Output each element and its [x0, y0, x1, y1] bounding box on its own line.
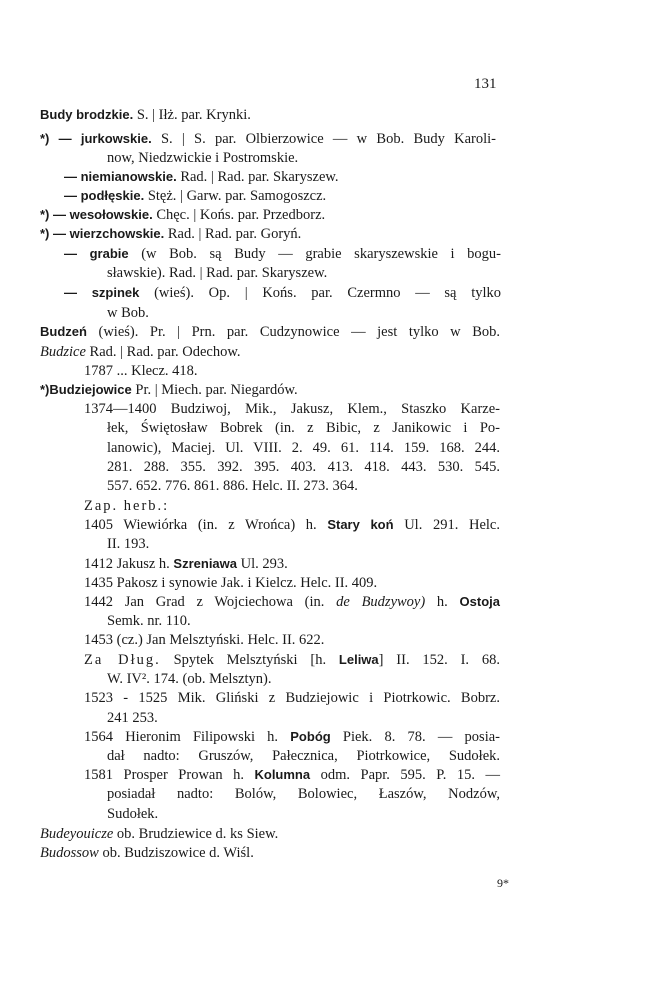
text-line — [107, 149, 298, 167]
text-segment: 1442 Jan Grad z Wojciechowa (in. — [84, 594, 337, 610]
text-segment: 1412 Jakusz h. — [84, 556, 174, 572]
text-segment: Zap. herb.: — [84, 498, 170, 514]
text-line — [84, 651, 500, 669]
text-line — [64, 168, 339, 186]
text-segment: 1787 ... Klecz. 418. — [84, 363, 198, 379]
text-segment: 1435 Pakosz i synowie Jak. i Kielcz. Helc. II. 409. — [84, 575, 378, 591]
bold-term: *) — wierzchowskie. — [40, 226, 165, 241]
bold-term: — szpinek — [64, 285, 140, 300]
italic-term: Budzice — [40, 344, 86, 360]
text-segment: 1523 - 1525 Mik. Gliński z Budziejowic i Piotrkowic. Bobrz. — [84, 690, 500, 706]
text-segment: 281. 288. 355. 392. 395. 403. 413. 418. 443. 530. 545. — [107, 459, 500, 475]
text-line — [40, 381, 298, 399]
text-segment: Rad. | Rad. par. Odechow. — [85, 344, 241, 360]
signature-mark: 9* — [497, 876, 509, 890]
text-segment: ] II. 152. I. 68. — [378, 652, 500, 668]
text-segment: w Bob. — [107, 305, 149, 321]
text-line — [107, 535, 149, 553]
bold-term: Kolumna — [254, 767, 311, 782]
bold-term: Ostoja — [459, 594, 501, 609]
text-line — [107, 805, 158, 823]
text-line — [107, 670, 272, 688]
text-segment: S. | S. par. Olbierzowice — w Bob. Budy Karoli- — [151, 131, 496, 147]
text-segment: łek, Świętosław Bobrek (in. z Bibic, z Janikowic i Po- — [107, 420, 500, 436]
text-segment: 1581 Prosper Prowan h. — [84, 767, 255, 783]
text-segment: Semk. nr. 110. — [107, 613, 191, 629]
bold-term: Szreniawa — [173, 556, 238, 571]
text-line — [84, 574, 377, 592]
text-line — [40, 130, 496, 148]
text-segment: Chęc. | Końs. par. Przedborz. — [152, 207, 326, 223]
bold-term: — grabie — [64, 246, 129, 261]
text-line — [84, 400, 500, 418]
text-segment: Ul. 293. — [237, 556, 288, 572]
bold-term: *)Budziejowice — [40, 382, 132, 397]
text-segment: 1405 Wiewiórka (in. z Wrońca) h. — [84, 517, 328, 533]
text-segment: Pr. | Miech. par. Niegardów. — [131, 382, 298, 398]
text-segment: odm. Papr. 595. P. 15. — — [310, 767, 500, 783]
text-line — [84, 728, 500, 746]
text-line — [40, 323, 500, 341]
text-segment: Stęż. | Garw. par. Samogoszcz. — [144, 188, 327, 204]
text-segment: 241 253. — [107, 710, 158, 726]
text-line — [40, 844, 254, 862]
text-line — [40, 825, 278, 843]
text-segment: S. | Iłż. par. Krynki. — [133, 107, 251, 123]
bold-term: — niemianowskie. — [64, 169, 177, 184]
text-segment: Rad. | Rad. par. Skaryszew. — [176, 169, 339, 185]
text-segment: W. IV². 174. (ob. Melsztyn). — [107, 671, 272, 687]
text-segment: Sudołek. — [107, 806, 159, 822]
text-segment: now, Niedzwickie i Postromskie. — [107, 150, 299, 166]
text-segment: 1453 (cz.) Jan Melsztyński. Helc. II. 622. — [84, 632, 325, 648]
text-line — [107, 747, 500, 765]
text-segment: 557. 652. 776. 861. 886. Helc. II. 273. 364. — [107, 478, 358, 494]
text-segment: 1374—1400 Budziwoj, Mik., Jakusz, Klem., Staszko Karze- — [84, 401, 500, 417]
bold-term: — podłęskie. — [64, 188, 145, 203]
text-segment: dał nadto: Gruszów, Pałecznica, Piotrkowice, Sudołek. — [107, 748, 500, 764]
text-line — [107, 419, 500, 437]
text-segment: ob. Brudziewice d. ks Siew. — [113, 826, 279, 842]
text-line — [107, 458, 500, 476]
text-line — [84, 362, 198, 380]
text-line — [107, 709, 158, 727]
text-line — [84, 516, 500, 534]
text-segment: Rad. | Rad. par. Goryń. — [164, 226, 302, 242]
text-line — [84, 555, 288, 573]
text-line — [40, 225, 301, 243]
page-number: 131 — [474, 76, 497, 92]
text-line — [84, 689, 500, 707]
text-line — [84, 593, 500, 611]
italic-term: Budeyouicze — [40, 826, 114, 842]
text-line — [64, 284, 501, 302]
italic-term: de Budzywoy) — [336, 594, 426, 610]
text-line — [40, 106, 251, 124]
text-segment: (wieś). Op. | Końs. par. Czermno — są tylko — [139, 285, 501, 301]
text-line — [84, 497, 169, 515]
text-segment: (w Bob. są Budy — grabie skaryszewskie i bogu- — [128, 246, 501, 262]
text-line — [107, 439, 500, 457]
text-segment: h. — [425, 594, 460, 610]
text-segment: 1564 Hieronim Filipowski h. — [84, 729, 291, 745]
text-segment: ob. Budziszowice d. Wiśl. — [98, 845, 254, 861]
text-line — [107, 477, 358, 495]
italic-term: Budossow — [40, 845, 99, 861]
text-line — [107, 304, 149, 322]
text-segment: Piek. 8. 78. — posia- — [330, 729, 500, 745]
text-segment: II. 193. — [107, 536, 150, 552]
bold-term: Budy brodzkie. — [40, 107, 134, 122]
text-line — [107, 612, 191, 630]
bold-term: Stary koń — [327, 517, 394, 532]
text-segment: Ul. 291. Helc. — [393, 517, 500, 533]
text-segment: posiadał nadto: Bolów, Bolowiec, Łaszów, Nodzów, — [107, 786, 500, 802]
bold-term: Pobóg — [290, 729, 331, 744]
text-line — [40, 206, 325, 224]
text-segment: (wieś). Pr. | Prn. par. Cudzynowice — jest tylko w Bob. — [86, 324, 500, 340]
text-line — [84, 631, 324, 649]
text-line — [64, 187, 326, 205]
bold-term: Budzeń — [40, 324, 87, 339]
text-line — [107, 264, 327, 282]
text-line — [64, 245, 501, 263]
text-segment: lanowic), Maciej. Ul. VIII. 2. 49. 61. 114. 159. 168. 244. — [107, 440, 500, 456]
bold-term: Leliwa — [338, 652, 379, 667]
text-line — [107, 785, 500, 803]
text-segment: Za Dług. — [84, 652, 161, 668]
bold-term: *) — jurkowskie. — [40, 131, 152, 146]
bold-term: *) — wesołowskie. — [40, 207, 153, 222]
text-line — [40, 343, 241, 361]
text-segment: sławskie). Rad. | Rad. par. Skaryszew. — [107, 265, 328, 281]
text-segment: Spytek Melsztyński [h. — [160, 652, 339, 668]
text-line — [84, 766, 500, 784]
